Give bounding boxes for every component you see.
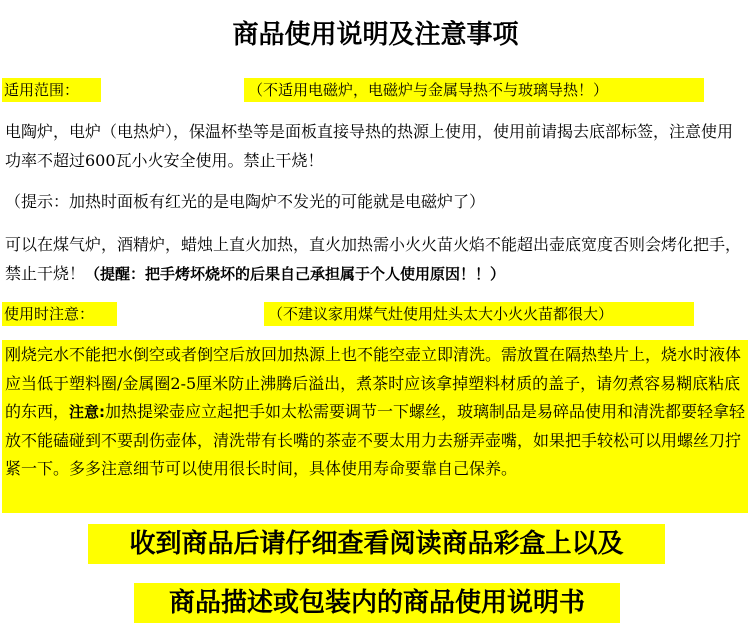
paragraph-tip: （提示：加热时面板有红光的是电陶炉不发光的可能就是电磁炉了） [5, 192, 486, 211]
caution-bold-label: 注意: [69, 403, 106, 422]
page-title: 商品使用说明及注意事项 [232, 20, 519, 50]
usage-row [2, 302, 702, 326]
open-flame-warning: （提醒：把手烤坏烧坏的后果自己承担属于个人使用原因！！） [85, 265, 506, 283]
caution-text-part2: 加热提梁壶应立起把手如太松需要调节一下螺丝，玻璃制品是易碎品使用和清洗都要轻拿轻放不能磕碰到不要刮伤壶体，清洗带有长嘴的茶壶不要太用力去掰弄壶嘴，如果把手较松可以用螺丝刀拧紧一下。多多注意细节可以使用很长时间，具体使用寿命要靠自己保养。 [5, 402, 746, 479]
usage-label: 使用时注意： [2, 302, 117, 326]
scope-row [2, 78, 702, 102]
caution-paragraph [5, 341, 747, 484]
paragraph-heat-sources: 电陶炉，电炉（电热炉），保温杯垫等是面板直接导热的热源上使用，使用前请揭去底部标签，注意使用功率不超过600瓦小火安全使用。禁止干烧！ [5, 122, 734, 170]
paragraph-open-flame [5, 230, 747, 289]
banner-line-2: 商品描述或包装内的商品使用说明书 [134, 583, 620, 623]
open-flame-text: 可以在煤气炉，酒精炉，蜡烛上直火加热，直火加热需小火火苗火焰不能超出壶底宽度否则会烤化把手，禁止干烧！ [5, 235, 742, 283]
banner-line-1: 收到商品后请仔细查看阅读商品彩盒上以及 [88, 524, 665, 564]
scope-label: 适用范围： [2, 78, 101, 102]
caution-text-part1: 刚烧完水不能把水倒空或者倒空后放回加热源上也不能空壶立即清洗。需放置在隔热垫片上，烧水时液体应当低于塑料圈/金属圈2-5厘米防止沸腾后溢出，煮茶时应该拿掉塑料材质的盖子，请勿煮容易糊底粘底的东西， [5, 345, 742, 422]
scope-note: （不适用电磁炉，电磁炉与金属导热不与玻璃导热！） [244, 78, 704, 102]
usage-note: （不建议家用煤气灶使用灶头太大小火火苗都很大） [264, 302, 694, 326]
